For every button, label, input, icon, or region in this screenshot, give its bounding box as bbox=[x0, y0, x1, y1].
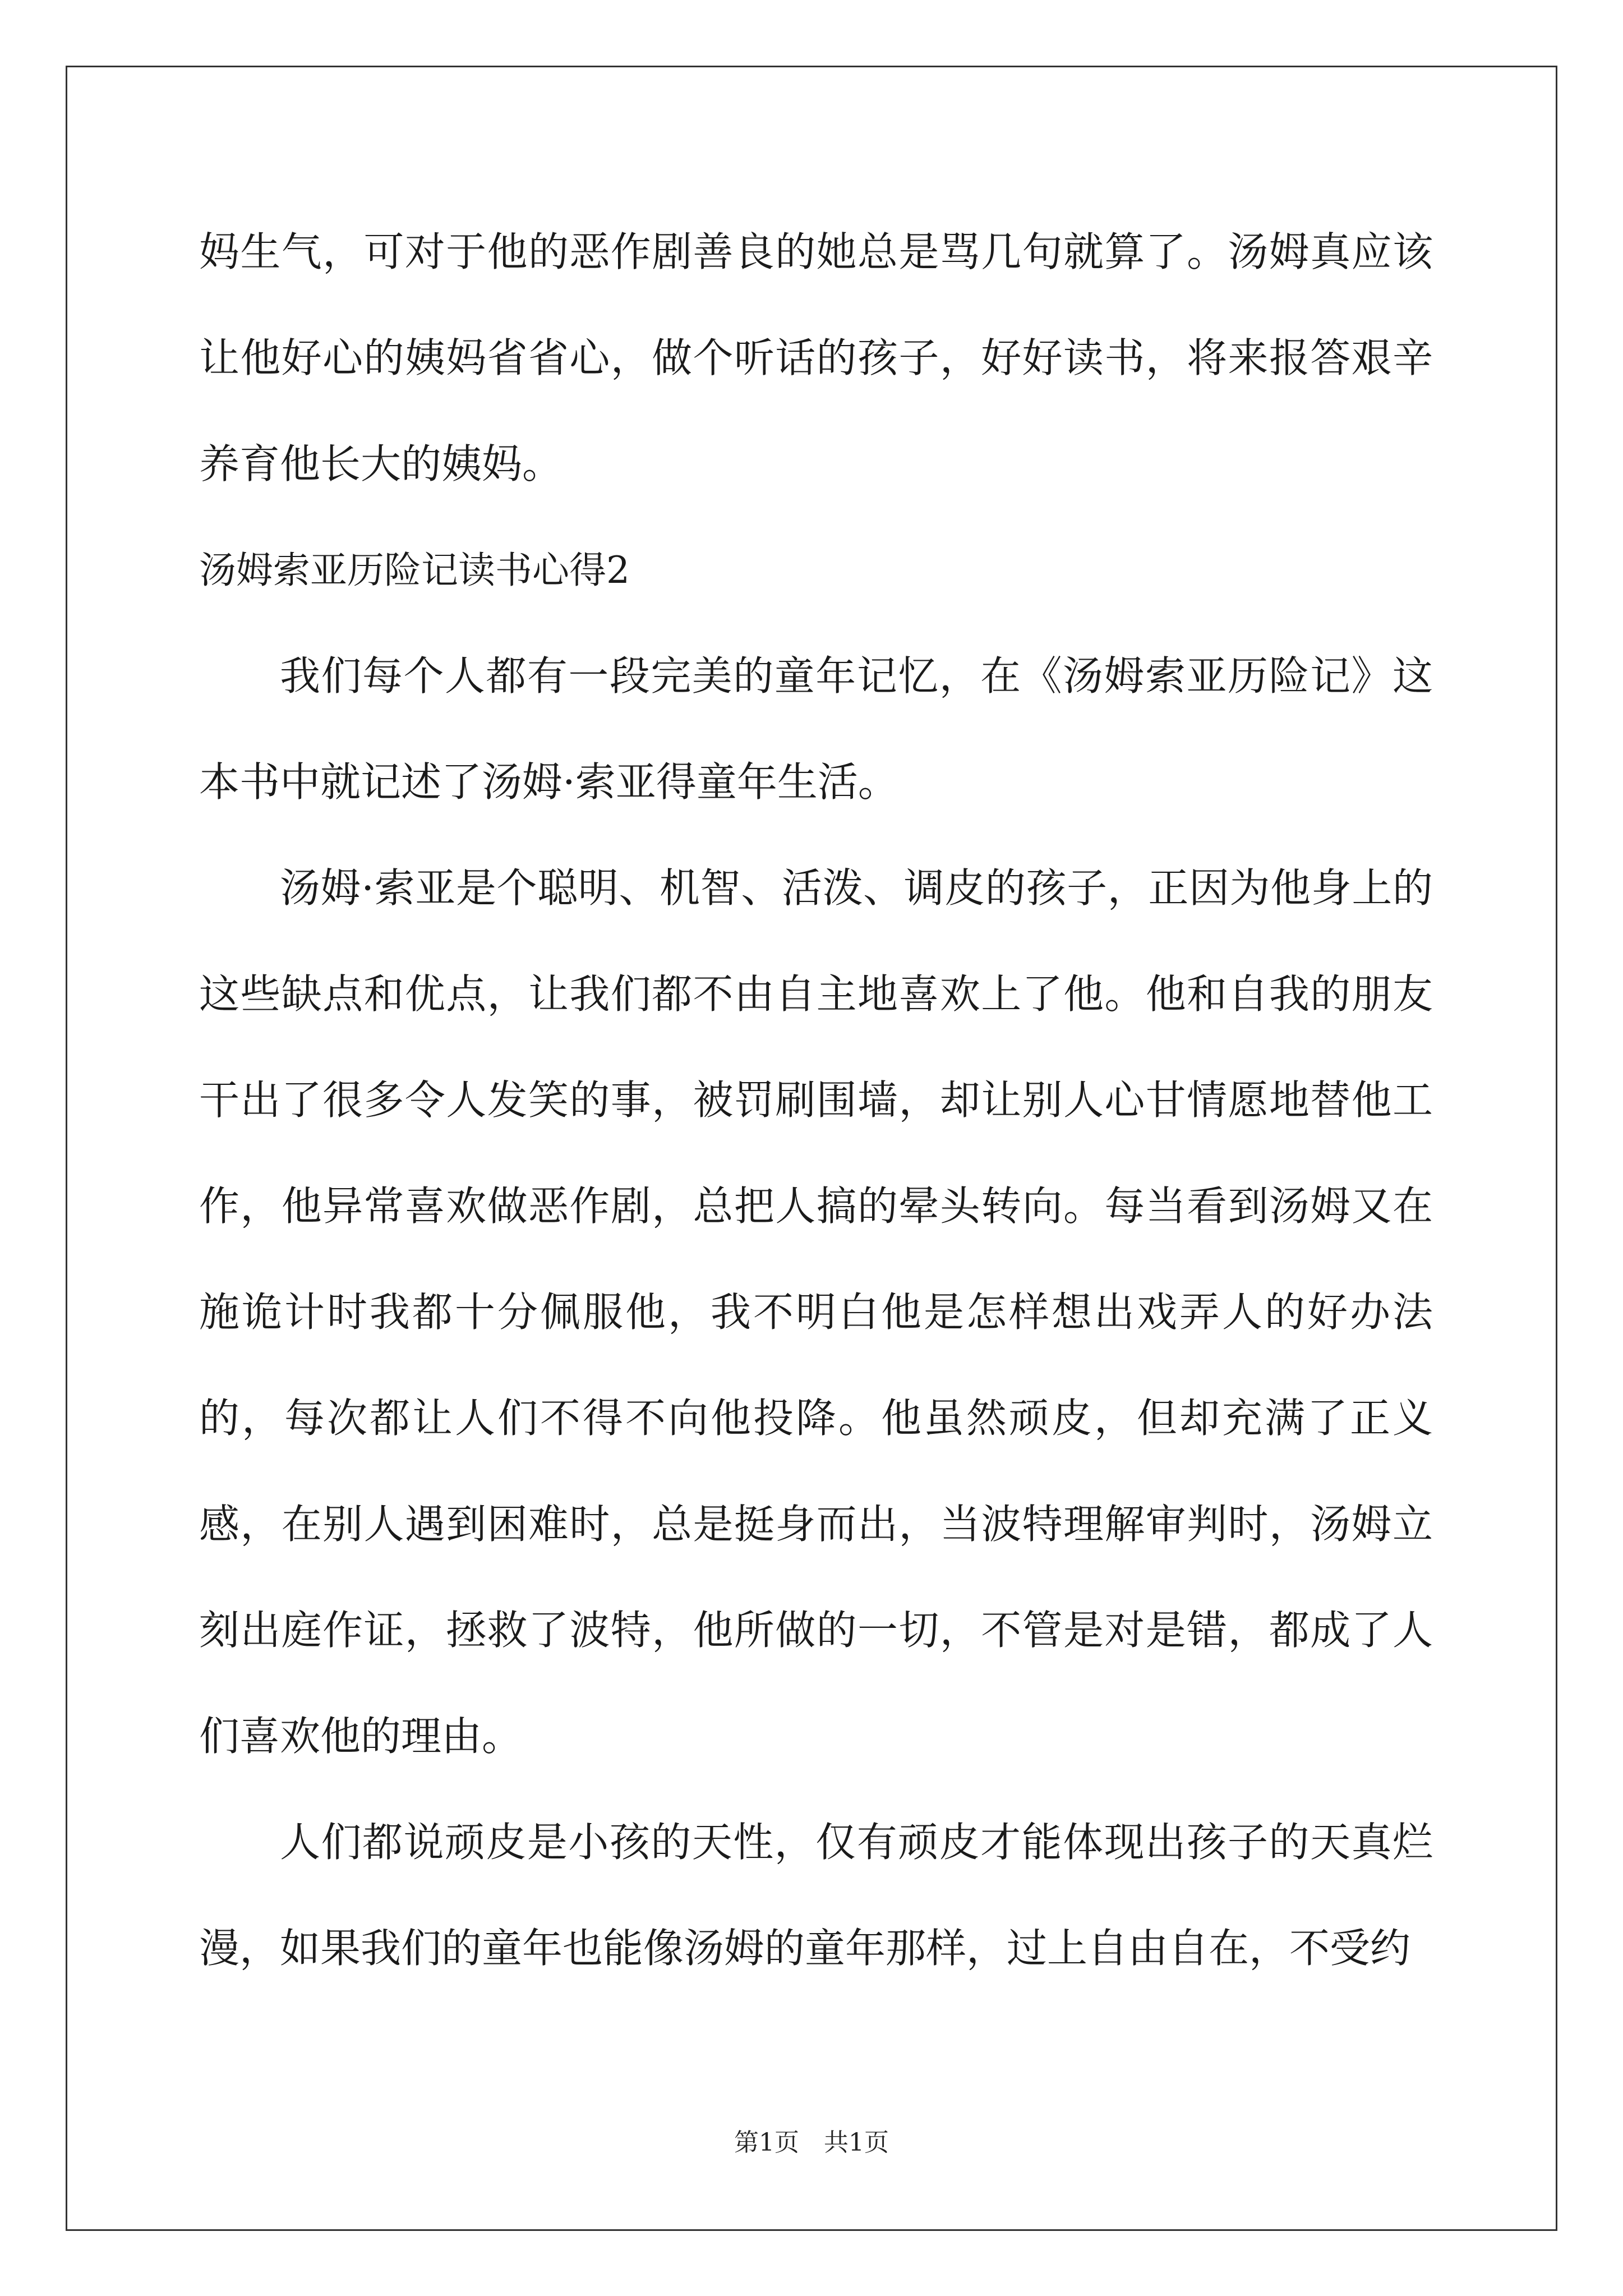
body-paragraph: 人们都说顽皮是小孩的天性，仅有顽皮才能体现出孩子的天真烂漫，如果我们的童年也能像汤姆的童年那样，过上自由自在，不受约 bbox=[199, 1819, 1433, 1972]
page-number: 第1页 bbox=[734, 2128, 799, 2157]
body-paragraph: 妈生气，可对于他的恶作剧善良的她总是骂几句就算了。汤姆真应该让他好心的姨妈省省心，做个听话的孩子，好好读书，将来报答艰辛养育他长大的姨妈。 bbox=[199, 228, 1433, 487]
document-body bbox=[199, 199, 1433, 2001]
section-heading: 汤姆索亚历险记读书心得2 bbox=[199, 549, 630, 592]
page-total: 共1页 bbox=[824, 2128, 889, 2157]
page-footer bbox=[0, 2126, 1623, 2160]
body-paragraph: 汤姆·索亚是个聪明、机智、活泼、调皮的孩子，正因为他身上的这些缺点和优点，让我们都不由自主地喜欢上了他。他和自我的朋友干出了很多令人发笑的事，被罚刷围墙，却让别人心甘情愿地替他工作，他异常喜欢做恶作剧，总把人搞的晕头转向。每当看到汤姆又在施诡计时我都十分佩服他，我不明白他是怎样想出戏弄人的好办法的，每次都让人们不得不向他投降。他虽然顽皮，但却充满了正义感，在别人遇到困难时，总是挺身而出，当波特理解审判时，汤姆立刻出庭作证，拯救了波特，他所做的一切，不管是对是错，都成了人们喜欢他的理由。 bbox=[199, 864, 1433, 1760]
body-paragraph: 我们每个人都有一段完美的童年记忆，在《汤姆索亚历险记》这本书中就记述了汤姆·索亚得童年生活。 bbox=[199, 652, 1433, 806]
